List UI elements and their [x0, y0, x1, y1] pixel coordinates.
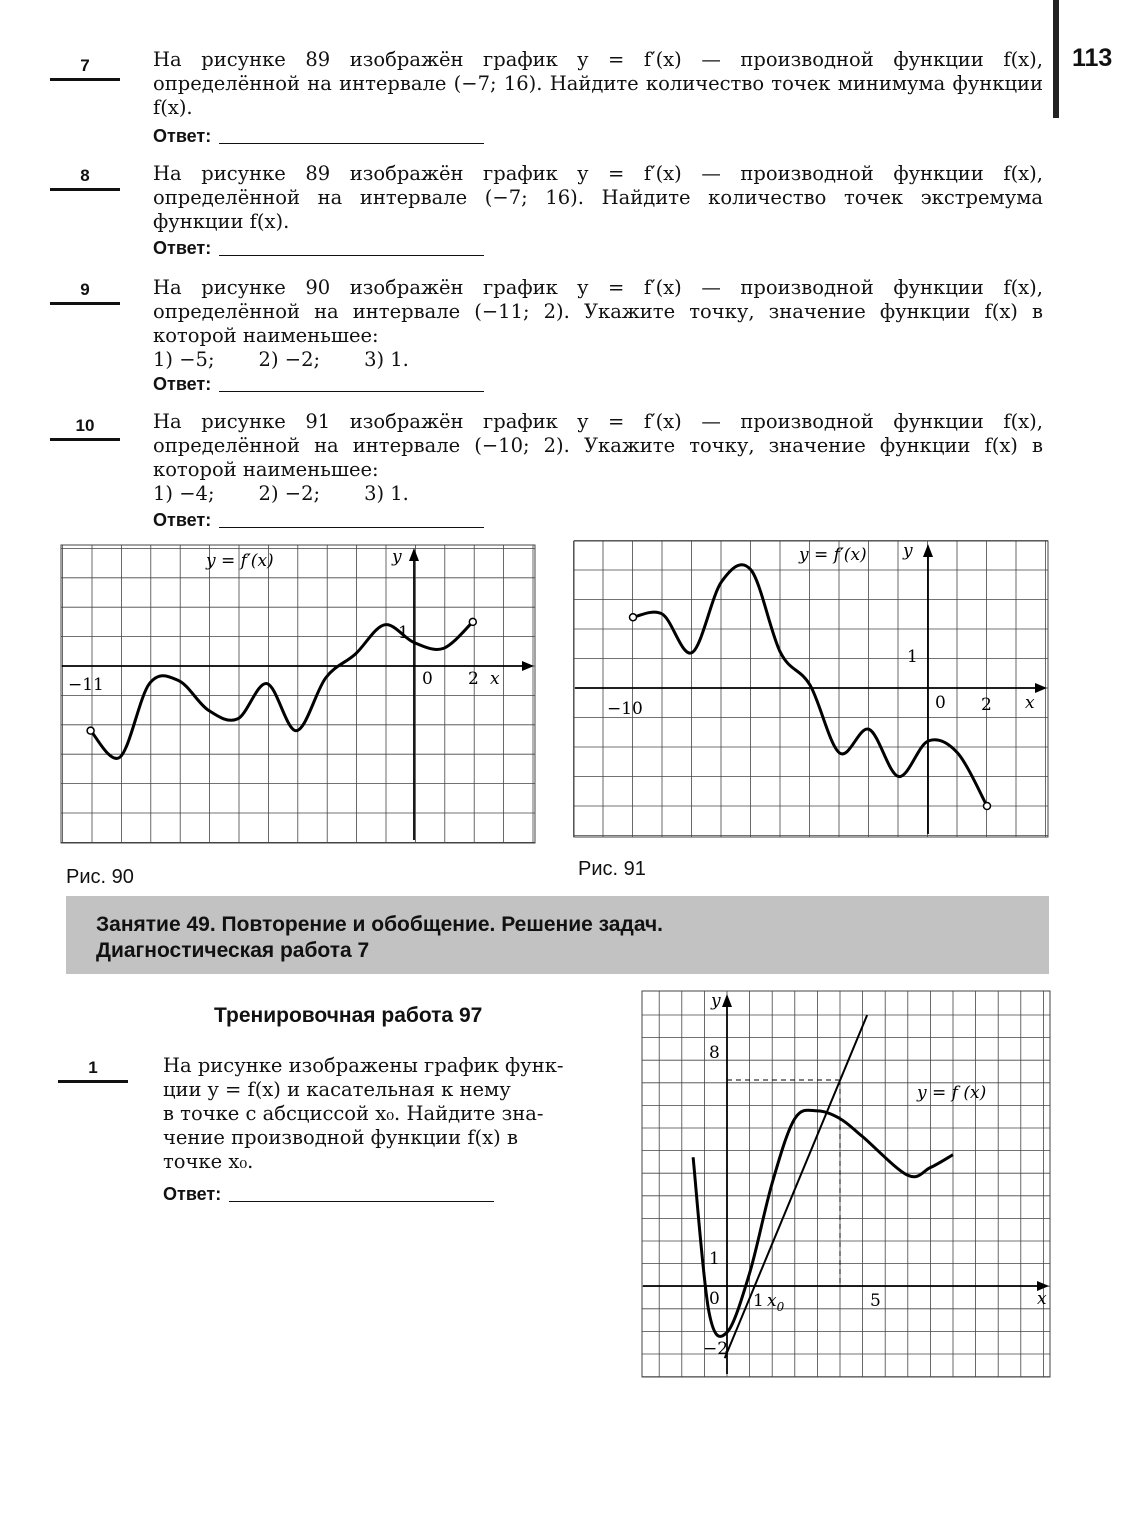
function-label: y = f (x): [917, 1083, 987, 1103]
tick-x-left: −11: [68, 675, 104, 695]
text-line: На рисунке изображены график функ-: [163, 1054, 564, 1077]
text-line: ции y = f(x) и касательная к нему: [163, 1078, 511, 1101]
section-title: [96, 912, 663, 964]
answer-field[interactable]: [153, 238, 484, 259]
answer-label: Ответ:: [163, 1184, 222, 1204]
answer-field[interactable]: [153, 126, 484, 147]
options: [153, 348, 1043, 372]
x-axis-arrow: [522, 661, 534, 671]
task-number: 9: [50, 280, 120, 305]
answer-line[interactable]: [229, 1201, 494, 1202]
y-axis-label: y: [392, 547, 402, 567]
tick-x0-letter: x: [767, 1291, 777, 1311]
y-axis-label: y: [903, 541, 913, 561]
answer-label: Ответ:: [153, 510, 212, 530]
tick-x-right: 2: [468, 669, 479, 689]
tick-origin: 0: [709, 1289, 720, 1309]
tick-x0-subscript: 0: [776, 1300, 785, 1314]
open-endpoint-right: [469, 618, 476, 625]
task-text: На рисунке 89 изображён график y = f′(x) — производной функции f(x), определённой на интервале (−7; 16). Найдите количество точек минимума функции f(x).: [153, 48, 1043, 119]
options: [153, 482, 1043, 506]
tick-y-8: 8: [709, 1043, 720, 1063]
task-text-body: На рисунке 90 изображён график y = f′(x) — производной функции f(x), определённой на интервале (−11; 2). Укажите точку, значение функции f(x) в которой наименьшее:: [153, 276, 1043, 347]
open-endpoint-left: [630, 614, 637, 621]
section-title-line-1: Занятие 49. Повторение и обобщение. Решение задач.: [96, 913, 663, 936]
answer-line[interactable]: [219, 391, 484, 392]
answer-line[interactable]: [219, 255, 484, 256]
y-axis-arrow: [923, 544, 933, 557]
y-axis-arrow: [722, 994, 732, 1007]
y-axis-label: y: [711, 991, 721, 1011]
margin-bar: [1053, 0, 1059, 118]
tick-x-left: −10: [607, 699, 643, 719]
tick-origin: 0: [422, 669, 433, 689]
caption-fig-90: Рис. 90: [66, 866, 134, 888]
answer-field[interactable]: [153, 374, 484, 395]
page-number: 113: [1072, 44, 1113, 72]
task-text-body: На рисунке 91 изображён график y = f′(x) — производной функции f(x), определённой на интервале (−10; 2). Укажите точку, значение функции f(x) в которой наименьшее:: [153, 410, 1043, 481]
function-label: y = f′(x): [206, 551, 274, 571]
open-endpoint-left: [87, 727, 94, 734]
text-line: в точке с абсциссой x₀. Найдите зна-: [163, 1102, 544, 1125]
tick-origin: 0: [935, 693, 946, 713]
task-text: На рисунке 89 изображён график y = f′(x) — производной функции f(x), определённой на интервале (−7; 16). Найдите количество точек экстремума функции f(x).: [153, 162, 1043, 233]
answer-line[interactable]: [219, 527, 484, 528]
x-axis-label: x: [1025, 693, 1035, 713]
x-axis-label: x: [1037, 1289, 1047, 1309]
answer-field[interactable]: [163, 1184, 494, 1205]
figure-91: [573, 540, 1049, 838]
function-label: y = f′(x): [799, 545, 867, 565]
text-line: чение производной функции f(x) в: [163, 1126, 518, 1149]
tick-x0: [767, 1291, 785, 1314]
open-endpoint-right: [984, 803, 991, 810]
answer-field[interactable]: [153, 510, 484, 531]
option-3: 3) 1.: [364, 348, 409, 371]
tick-y-1: 1: [709, 1249, 720, 1269]
tick-x-1: 1: [753, 1291, 764, 1311]
grid: [642, 991, 1050, 1377]
tick-y-minus-2: −2: [703, 1339, 729, 1359]
task-number: 1: [58, 1058, 128, 1083]
tick-x-right: 2: [981, 695, 992, 715]
answer-line[interactable]: [219, 143, 484, 144]
tick-y-unit: 1: [907, 647, 918, 667]
text-line: точке x₀.: [163, 1150, 254, 1173]
task-number: 10: [50, 416, 120, 441]
caption-fig-91: Рис. 91: [578, 858, 646, 880]
answer-label: Ответ:: [153, 374, 212, 394]
task-number: 7: [50, 56, 120, 81]
task-text: [153, 276, 1043, 372]
tick-x-5: 5: [870, 1291, 881, 1311]
grid: [61, 545, 535, 843]
figure-90: [60, 544, 536, 844]
figure-training: [641, 990, 1051, 1378]
function-curve: [693, 1110, 953, 1336]
y-axis-arrow: [409, 548, 419, 561]
option-1: 1) −5;: [153, 348, 215, 371]
grid-border: [642, 991, 1050, 1377]
tick-y-unit: 1: [398, 623, 409, 643]
derivative-curve: [633, 565, 987, 806]
option-1: 1) −4;: [153, 482, 215, 505]
option-2: 2) −2;: [258, 348, 321, 371]
task-number: 8: [50, 166, 120, 191]
option-2: 2) −2;: [258, 482, 321, 505]
answer-label: Ответ:: [153, 238, 212, 258]
section-title-line-2: Диагностическая работа 7: [96, 939, 370, 962]
answer-label: Ответ:: [153, 126, 212, 146]
training-task-text: [163, 1054, 581, 1174]
x-axis-label: x: [490, 669, 500, 689]
option-3: 3) 1.: [364, 482, 409, 505]
tangent-line: [725, 1015, 867, 1358]
task-text: [153, 410, 1043, 506]
training-title: Тренировочная работа 97: [214, 1004, 483, 1027]
